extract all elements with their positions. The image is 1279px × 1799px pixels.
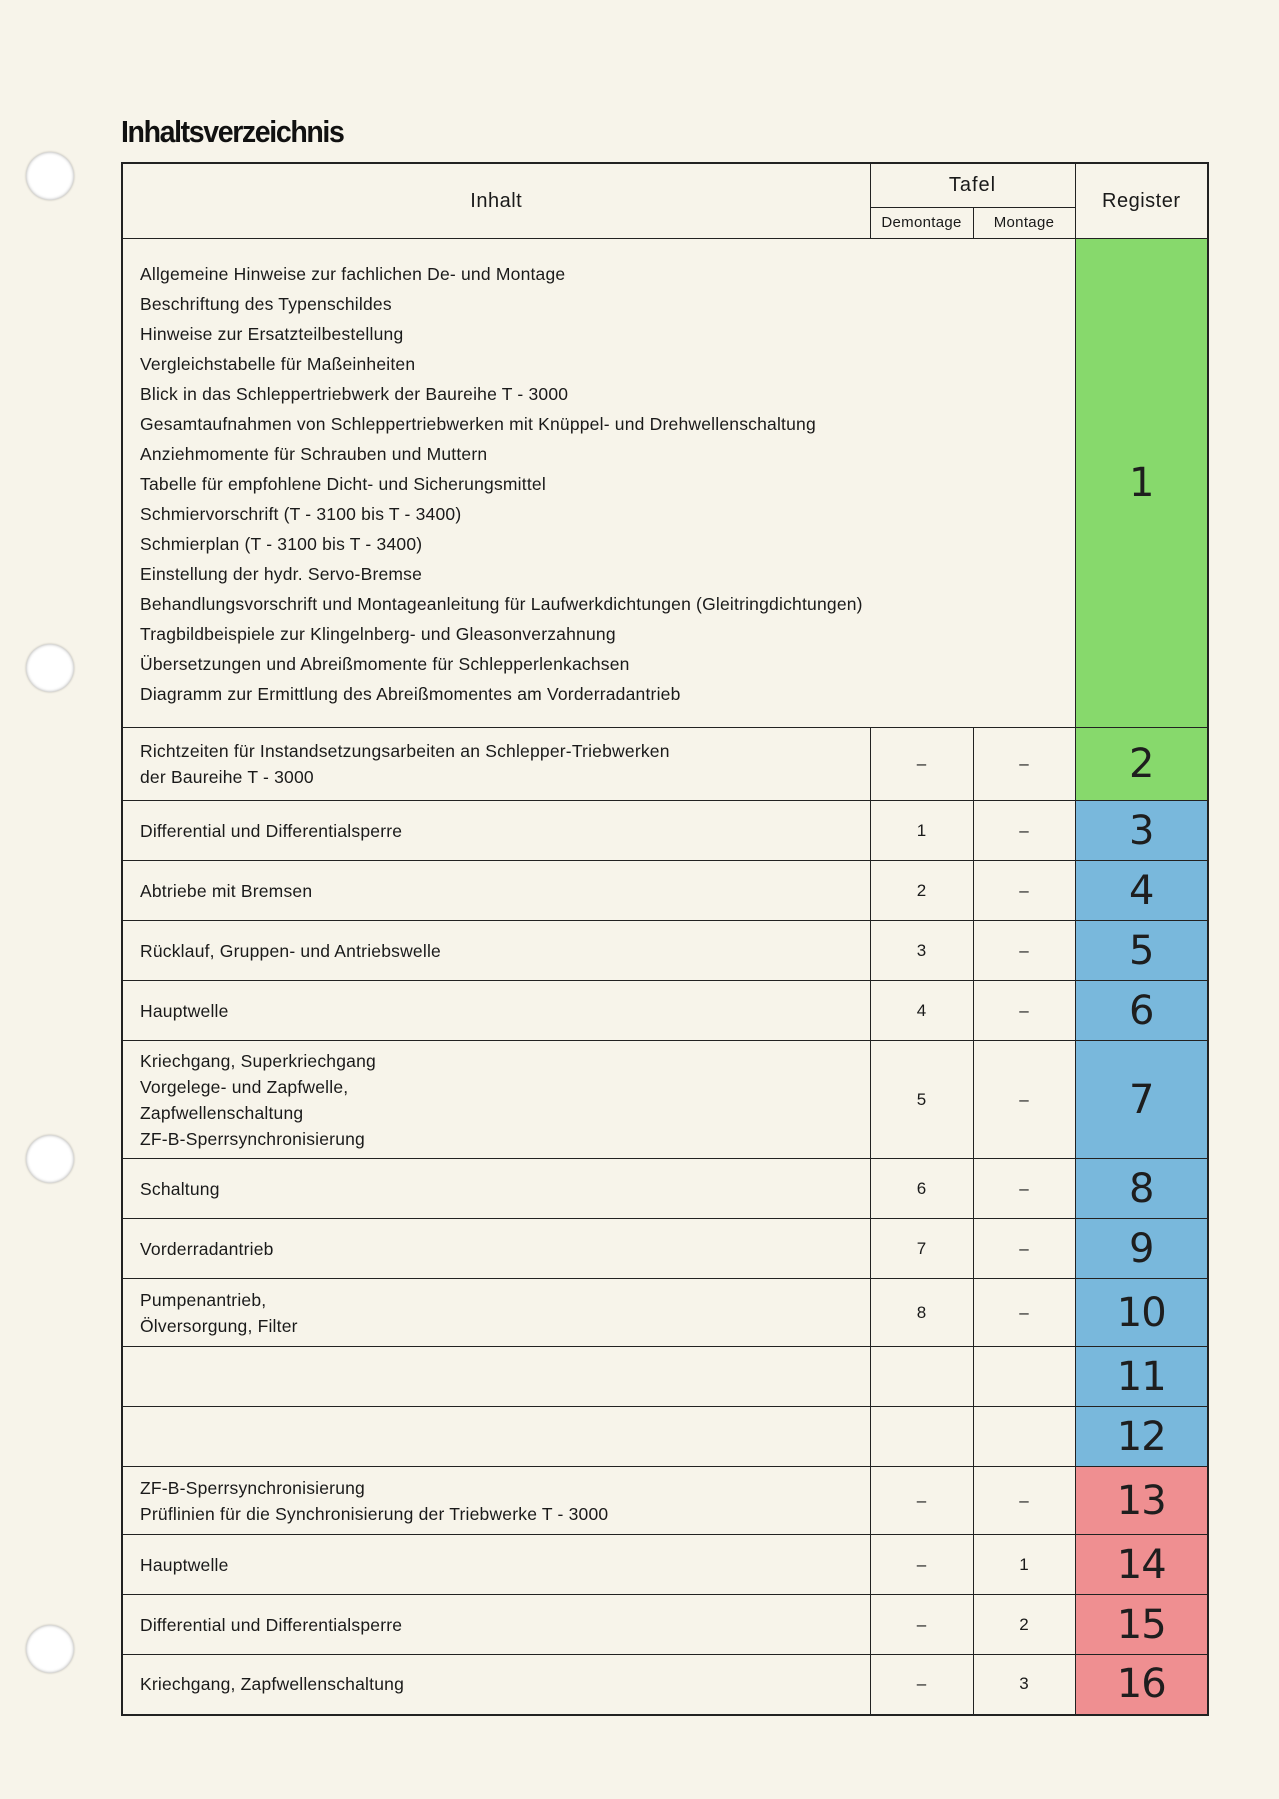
header-demontage: Demontage bbox=[870, 207, 973, 238]
page-title: Inhaltsverzeichnis bbox=[121, 114, 344, 149]
general-item: Schmierplan (T - 3100 bis T - 3400) bbox=[140, 534, 423, 554]
table-row bbox=[122, 1041, 1208, 1159]
demontage-plate: – bbox=[870, 1535, 973, 1595]
general-item: Tragbildbeispiele zur Klingelnberg- und Gleasonverzahnung bbox=[140, 624, 616, 644]
row-description-line: Ölversorgung, Filter bbox=[140, 1315, 298, 1336]
row-description-line: Zapfwellenschaltung bbox=[140, 1102, 304, 1123]
general-item: Beschriftung des Typenschildes bbox=[140, 294, 392, 314]
row-description-line: Differential und Differentialsperre bbox=[140, 1614, 403, 1635]
row-description bbox=[122, 1467, 870, 1535]
punch-hole-bottom bbox=[26, 1625, 74, 1673]
montage-plate: – bbox=[973, 801, 1075, 861]
table-row bbox=[122, 1347, 1208, 1407]
row-description bbox=[122, 1655, 870, 1715]
table-row bbox=[122, 1407, 1208, 1467]
demontage-plate: 3 bbox=[870, 921, 973, 981]
general-item: Behandlungsvorschrift und Montageanleitung für Laufwerkdichtungen (Gleitringdichtungen) bbox=[140, 594, 863, 614]
header-montage: Montage bbox=[973, 207, 1075, 238]
table-row bbox=[122, 1535, 1208, 1595]
general-item: Vergleichstabelle für Maßeinheiten bbox=[140, 354, 416, 374]
demontage-plate: 6 bbox=[870, 1159, 973, 1219]
montage-plate: 2 bbox=[973, 1595, 1075, 1655]
general-item: Diagramm zur Ermittlung des Abreißmomentes am Vorderradantrieb bbox=[140, 684, 681, 704]
row-description bbox=[122, 1219, 870, 1279]
montage-plate: – bbox=[973, 921, 1075, 981]
table-row bbox=[122, 981, 1208, 1041]
table-row bbox=[122, 1595, 1208, 1655]
montage-plate: – bbox=[973, 1159, 1075, 1219]
montage-plate bbox=[973, 1407, 1075, 1467]
row-description bbox=[122, 921, 870, 981]
montage-plate: – bbox=[973, 861, 1075, 921]
register-tab-5[interactable]: 5 bbox=[1075, 921, 1208, 981]
register-tab-10[interactable]: 10 bbox=[1075, 1279, 1208, 1347]
section-general bbox=[122, 239, 1208, 728]
general-items-list bbox=[140, 259, 1075, 709]
table-row bbox=[122, 1467, 1208, 1535]
general-item: Allgemeine Hinweise zur fachlichen De- und Montage bbox=[140, 264, 566, 284]
register-tab-3[interactable]: 3 bbox=[1075, 801, 1208, 861]
punch-hole-lower-middle bbox=[26, 1135, 74, 1183]
montage-plate: – bbox=[973, 1467, 1075, 1535]
montage-plate: – bbox=[973, 1279, 1075, 1347]
general-item: Einstellung der hydr. Servo-Bremse bbox=[140, 564, 423, 584]
table-row bbox=[122, 1219, 1208, 1279]
row-description-line: Differential und Differentialsperre bbox=[140, 820, 403, 841]
row-description bbox=[122, 801, 870, 861]
row-description-line: Richtzeiten für Instandsetzungsarbeiten an Schlepper-Triebwerken bbox=[140, 741, 670, 761]
table-row bbox=[122, 1655, 1208, 1715]
register-tab-11[interactable]: 11 bbox=[1075, 1347, 1208, 1407]
row-description-line: Schaltung bbox=[140, 1178, 220, 1199]
table-row bbox=[122, 801, 1208, 861]
register-tab-16[interactable]: 16 bbox=[1075, 1655, 1208, 1715]
register-tab-2[interactable]: 2 bbox=[1075, 728, 1208, 801]
row-description-line: Kriechgang, Zapfwellenschaltung bbox=[140, 1674, 405, 1695]
general-item: Tabelle für empfohlene Dicht- und Sicherungsmittel bbox=[140, 474, 546, 494]
demontage-plate: 7 bbox=[870, 1219, 973, 1279]
row-description-line: Vorderradantrieb bbox=[140, 1238, 274, 1259]
contents-table bbox=[121, 162, 1209, 1716]
register-tab-12[interactable]: 12 bbox=[1075, 1407, 1208, 1467]
montage-plate: – bbox=[973, 1041, 1075, 1159]
table-row bbox=[122, 728, 1208, 801]
demontage-plate: 5 bbox=[870, 1041, 973, 1159]
general-item: Hinweise zur Ersatzteilbestellung bbox=[140, 324, 404, 344]
register-tab-7[interactable]: 7 bbox=[1075, 1041, 1208, 1159]
row-description bbox=[122, 1279, 870, 1347]
row-description-line: Hauptwelle bbox=[140, 1000, 229, 1021]
row-description-line: der Baureihe T - 3000 bbox=[140, 767, 314, 787]
demontage-plate: 1 bbox=[870, 801, 973, 861]
general-item: Übersetzungen und Abreißmomente für Schlepperlenkachsen bbox=[140, 654, 630, 674]
register-tab-1[interactable]: 1 bbox=[1075, 239, 1208, 728]
general-item: Anziehmomente für Schrauben und Muttern bbox=[140, 444, 488, 464]
montage-plate: – bbox=[973, 1219, 1075, 1279]
register-tab-15[interactable]: 15 bbox=[1075, 1595, 1208, 1655]
header-inhalt: Inhalt bbox=[122, 163, 870, 239]
row-description bbox=[122, 1535, 870, 1595]
register-tab-9[interactable]: 9 bbox=[1075, 1219, 1208, 1279]
demontage-plate: – bbox=[870, 1467, 973, 1535]
row-description bbox=[122, 728, 870, 801]
row-description-line: Hauptwelle bbox=[140, 1554, 229, 1575]
header-tafel: Tafel bbox=[870, 163, 1075, 207]
register-tab-13[interactable]: 13 bbox=[1075, 1467, 1208, 1535]
montage-plate: – bbox=[973, 728, 1075, 801]
row-description-line: Pumpenantrieb, bbox=[140, 1289, 267, 1310]
row-description bbox=[122, 1347, 870, 1407]
register-tab-8[interactable]: 8 bbox=[1075, 1159, 1208, 1219]
row-description bbox=[122, 1159, 870, 1219]
montage-plate bbox=[973, 1347, 1075, 1407]
register-tab-6[interactable]: 6 bbox=[1075, 981, 1208, 1041]
table-row bbox=[122, 1159, 1208, 1219]
row-description bbox=[122, 1407, 870, 1467]
demontage-plate: 8 bbox=[870, 1279, 973, 1347]
row-description bbox=[122, 861, 870, 921]
demontage-plate: 2 bbox=[870, 861, 973, 921]
row-description-line: Rücklauf, Gruppen- und Antriebswelle bbox=[140, 940, 441, 961]
row-description bbox=[122, 1041, 870, 1159]
punch-hole-top bbox=[26, 152, 74, 200]
demontage-plate: – bbox=[870, 1655, 973, 1715]
punch-hole-upper-middle bbox=[26, 644, 74, 692]
row-description-line: ZF-B-Sperrsynchronisierung bbox=[140, 1477, 365, 1498]
montage-plate: 3 bbox=[973, 1655, 1075, 1715]
register-tab-4[interactable]: 4 bbox=[1075, 861, 1208, 921]
row-description-line: Prüflinien für die Synchronisierung der Triebwerke T - 3000 bbox=[140, 1503, 609, 1524]
general-item: Blick in das Schleppertriebwerk der Baureihe T - 3000 bbox=[140, 384, 569, 404]
montage-plate: – bbox=[973, 981, 1075, 1041]
row-description-line: Vorgelege- und Zapfwelle, bbox=[140, 1076, 349, 1097]
table-row bbox=[122, 921, 1208, 981]
general-items-cell bbox=[122, 239, 1075, 728]
row-description-line: Kriechgang, Superkriechgang bbox=[140, 1050, 376, 1071]
row-description bbox=[122, 981, 870, 1041]
general-item: Schmiervorschrift (T - 3100 bis T - 3400) bbox=[140, 504, 462, 524]
demontage-plate bbox=[870, 1407, 973, 1467]
table-row bbox=[122, 1279, 1208, 1347]
demontage-plate: – bbox=[870, 728, 973, 801]
row-description bbox=[122, 1595, 870, 1655]
table-row bbox=[122, 861, 1208, 921]
demontage-plate bbox=[870, 1347, 973, 1407]
header-register: Register bbox=[1075, 163, 1208, 239]
demontage-plate: – bbox=[870, 1595, 973, 1655]
row-description-line: Abtriebe mit Bremsen bbox=[140, 880, 313, 901]
row-description-line: ZF-B-Sperrsynchronisierung bbox=[140, 1128, 365, 1149]
demontage-plate: 4 bbox=[870, 981, 973, 1041]
general-item: Gesamtaufnahmen von Schleppertriebwerken mit Knüppel- und Drehwellenschaltung bbox=[140, 414, 816, 434]
register-tab-14[interactable]: 14 bbox=[1075, 1535, 1208, 1595]
montage-plate: 1 bbox=[973, 1535, 1075, 1595]
